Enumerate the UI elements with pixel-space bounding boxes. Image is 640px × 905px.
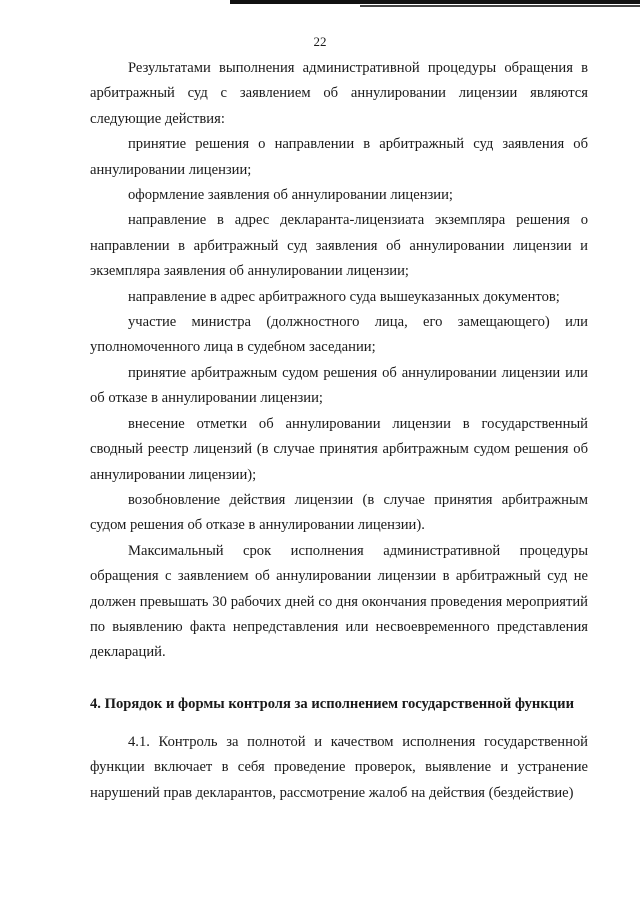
paragraph-item: оформление заявления об аннулировании лицензии; — [128, 187, 453, 204]
paragraph-item: принятие арбитражным судом решения об аннулировании лицензии или об отказе в аннулировании лицензии; — [90, 364, 588, 407]
scan-edge-line-secondary — [360, 5, 640, 7]
paragraph-item: внесение отметки об аннулировании лицензии в государственный сводный реестр лицензий (в случае принятия арбитражным судом решения об аннулировании лицензии); — [90, 415, 588, 483]
paragraph-section-4-1: 4.1. Контроль за полнотой и качеством исполнения государственной функции включает в себя проведение проверок, выявление и устранение нарушений прав декларантов, рассмотрение жалоб на действия (бездействие) — [90, 733, 588, 801]
section-heading: 4. Порядок и формы контроля за исполнением государственной функции — [90, 695, 574, 712]
paragraph-item: направление в адрес арбитражного суда вышеуказанных документов; — [128, 288, 560, 305]
paragraph-item: возобновление действия лицензии (в случае принятия арбитражным судом решения об отказе в аннулировании лицензии). — [90, 491, 588, 534]
paragraph-item: участие министра (должностного лица, его замещающего) или уполномоченного лица в судебном заседании; — [90, 314, 588, 356]
paragraph-item: направление в адрес декларанта-лицензиата экземпляра решения о направлении в арбитражный суд заявления об аннулировании лицензии и экземпляра заявления об аннулировании лицензии; — [90, 212, 588, 280]
page-number: 22 — [313, 34, 327, 49]
section-heading-wrap — [90, 693, 588, 715]
scan-edge-line — [230, 0, 640, 4]
paragraph-intro: Результатами выполнения административной процедуры обращения в арбитражный суд с заявлением об аннулировании лицензии являются следующие действия: — [90, 60, 588, 127]
paragraph-max-term: Максимальный срок исполнения административной процедуры обращения с заявлением об аннулировании лицензии в арбитражный суд не должен превышать 30 рабочих дней со дня окончания проведения мероприятий по выявлению факта непредставления или несвоевременного представления деклараций. — [90, 542, 588, 661]
paragraph-item: принятие решения о направлении в арбитражный суд заявления об аннулировании лицензии; — [90, 136, 588, 178]
document-body — [90, 56, 588, 806]
